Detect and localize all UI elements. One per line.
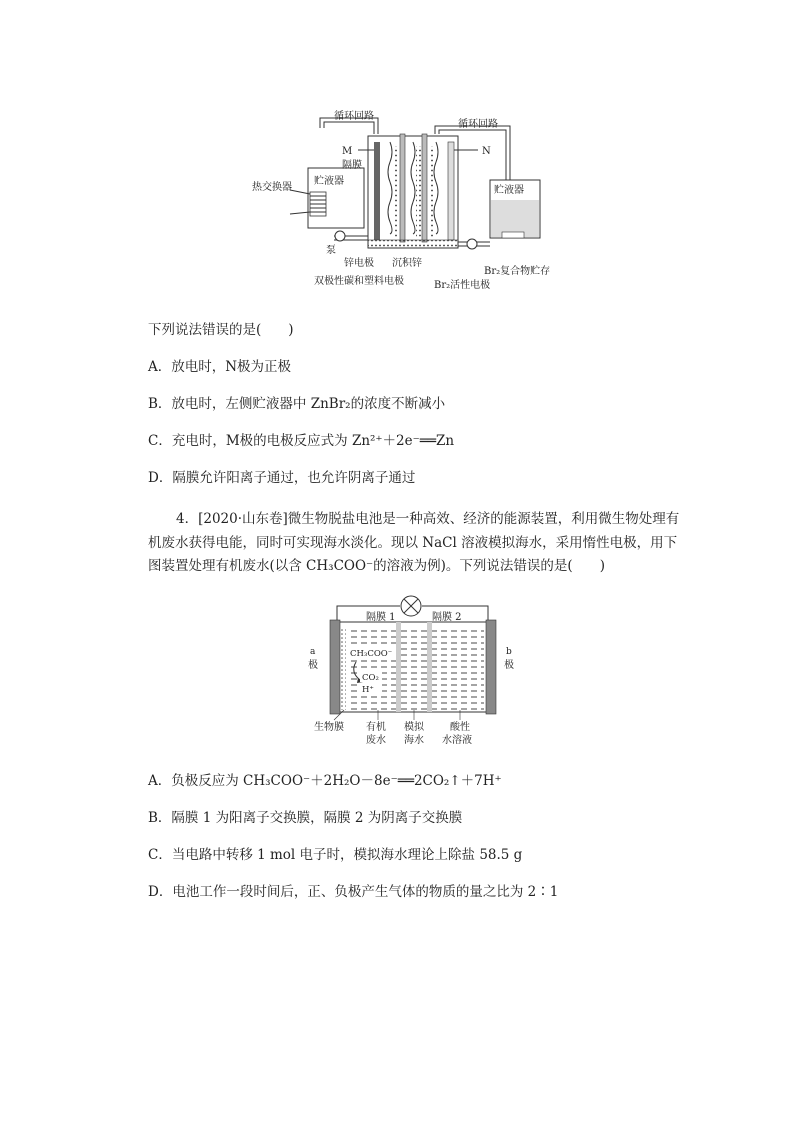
electrode-b — [486, 620, 496, 714]
b-ji-label: 极 — [504, 660, 514, 671]
deposited-zinc-label: 沉积锌 — [392, 258, 422, 269]
b-label: b — [506, 647, 512, 657]
q3-option-a: A．放电时，N极为正极 — [148, 359, 292, 375]
cell-body — [368, 136, 458, 248]
a-ji-label: 极 — [308, 660, 318, 671]
acidic-label-1: 酸性 — [450, 722, 470, 733]
q3-option-d: D．隔膜允许阳离子通过，也允许阴离子通过 — [148, 470, 416, 486]
q4-option-b: B．隔膜 1 为阳离子交换膜，隔膜 2 为阴离子交换膜 — [148, 810, 463, 826]
q4-option-d: D．电池工作一段时间后，正、负极产生气体的物质的量之比为 2∶1 — [148, 884, 559, 900]
h-label: H⁺ — [362, 685, 374, 695]
organic-label-2: 废水 — [366, 735, 386, 744]
organic-label-1: 有机 — [366, 722, 386, 733]
zinc-electrode-label: 锌电极 — [344, 258, 374, 269]
zinc-electrode — [374, 142, 380, 240]
br2-active-electrode — [448, 142, 454, 240]
q3-stem: 下列说法错误的是( ) — [148, 322, 294, 338]
q3-option-c: C．充电时，M极的电极反应式为 Zn²⁺＋2e⁻══Zn — [148, 433, 455, 449]
microbial-desalination-cell-diagram — [300, 592, 530, 744]
q4-stem: 4．[2020·山东卷]微生物脱盐电池是一种高效、经济的能源装置，利用微生物处理有机废水获得电能，同时可实现海水淡化。现以 NaCl 溶液模拟海水，采用惰性电极，用下图装置处理有机废水(以含 CH₃COO⁻的溶液为例)。下列说法错误的是( ) — [148, 511, 680, 574]
seawater-label-2: 海水 — [404, 735, 424, 744]
left-pump-icon — [335, 231, 345, 241]
membrane-1 — [396, 622, 401, 712]
m-label: M — [342, 146, 353, 157]
flow-battery-diagram — [250, 108, 550, 293]
tank-left-label: 贮液器 — [314, 176, 344, 187]
heat-exchanger-label: 热交换器 — [252, 182, 292, 193]
co2-label: CO₂ — [362, 673, 379, 683]
loop-right-label: 循环回路 — [458, 119, 498, 130]
pump-label: 泵 — [326, 245, 336, 256]
membrane-label: 隔膜 — [342, 160, 362, 171]
electrode-a — [330, 620, 340, 714]
membrane1-label: 隔膜 1 — [366, 612, 396, 623]
bipolar-electrode-label: 双极性碳和塑料电极 — [314, 276, 404, 287]
right-pump-icon — [467, 239, 477, 249]
biofilm-label: 生物膜 — [314, 722, 344, 733]
q4-option-c: C．当电路中转移 1 mol 电子时，模拟海水理论上除盐 58.5 g — [148, 847, 523, 863]
bipolar-electrode-2 — [422, 134, 427, 242]
q3-option-b: B．放电时，左侧贮液器中 ZnBr₂的浓度不断减小 — [148, 396, 446, 412]
loop-left-label: 循环回路 — [334, 111, 374, 122]
membrane-2 — [427, 622, 432, 712]
bipolar-electrode-1 — [400, 134, 405, 242]
br2-active-electrode-label: Br₂活性电极 — [434, 280, 491, 291]
br2-complex-label: Br₂复合物贮存 — [484, 266, 550, 277]
n-label: N — [482, 146, 491, 157]
q4-option-a: A．负极反应为 CH₃COO⁻＋2H₂O－8e⁻══2CO₂↑＋7H⁺ — [148, 773, 502, 789]
tank-right-label: 贮液器 — [494, 185, 524, 196]
ch3coo-label: CH₃COO⁻ — [350, 649, 393, 659]
membrane2-label: 隔膜 2 — [432, 612, 462, 623]
a-label: a — [310, 647, 316, 657]
seawater-label-1: 模拟 — [404, 722, 424, 733]
acidic-label-2: 水溶液 — [442, 735, 472, 744]
